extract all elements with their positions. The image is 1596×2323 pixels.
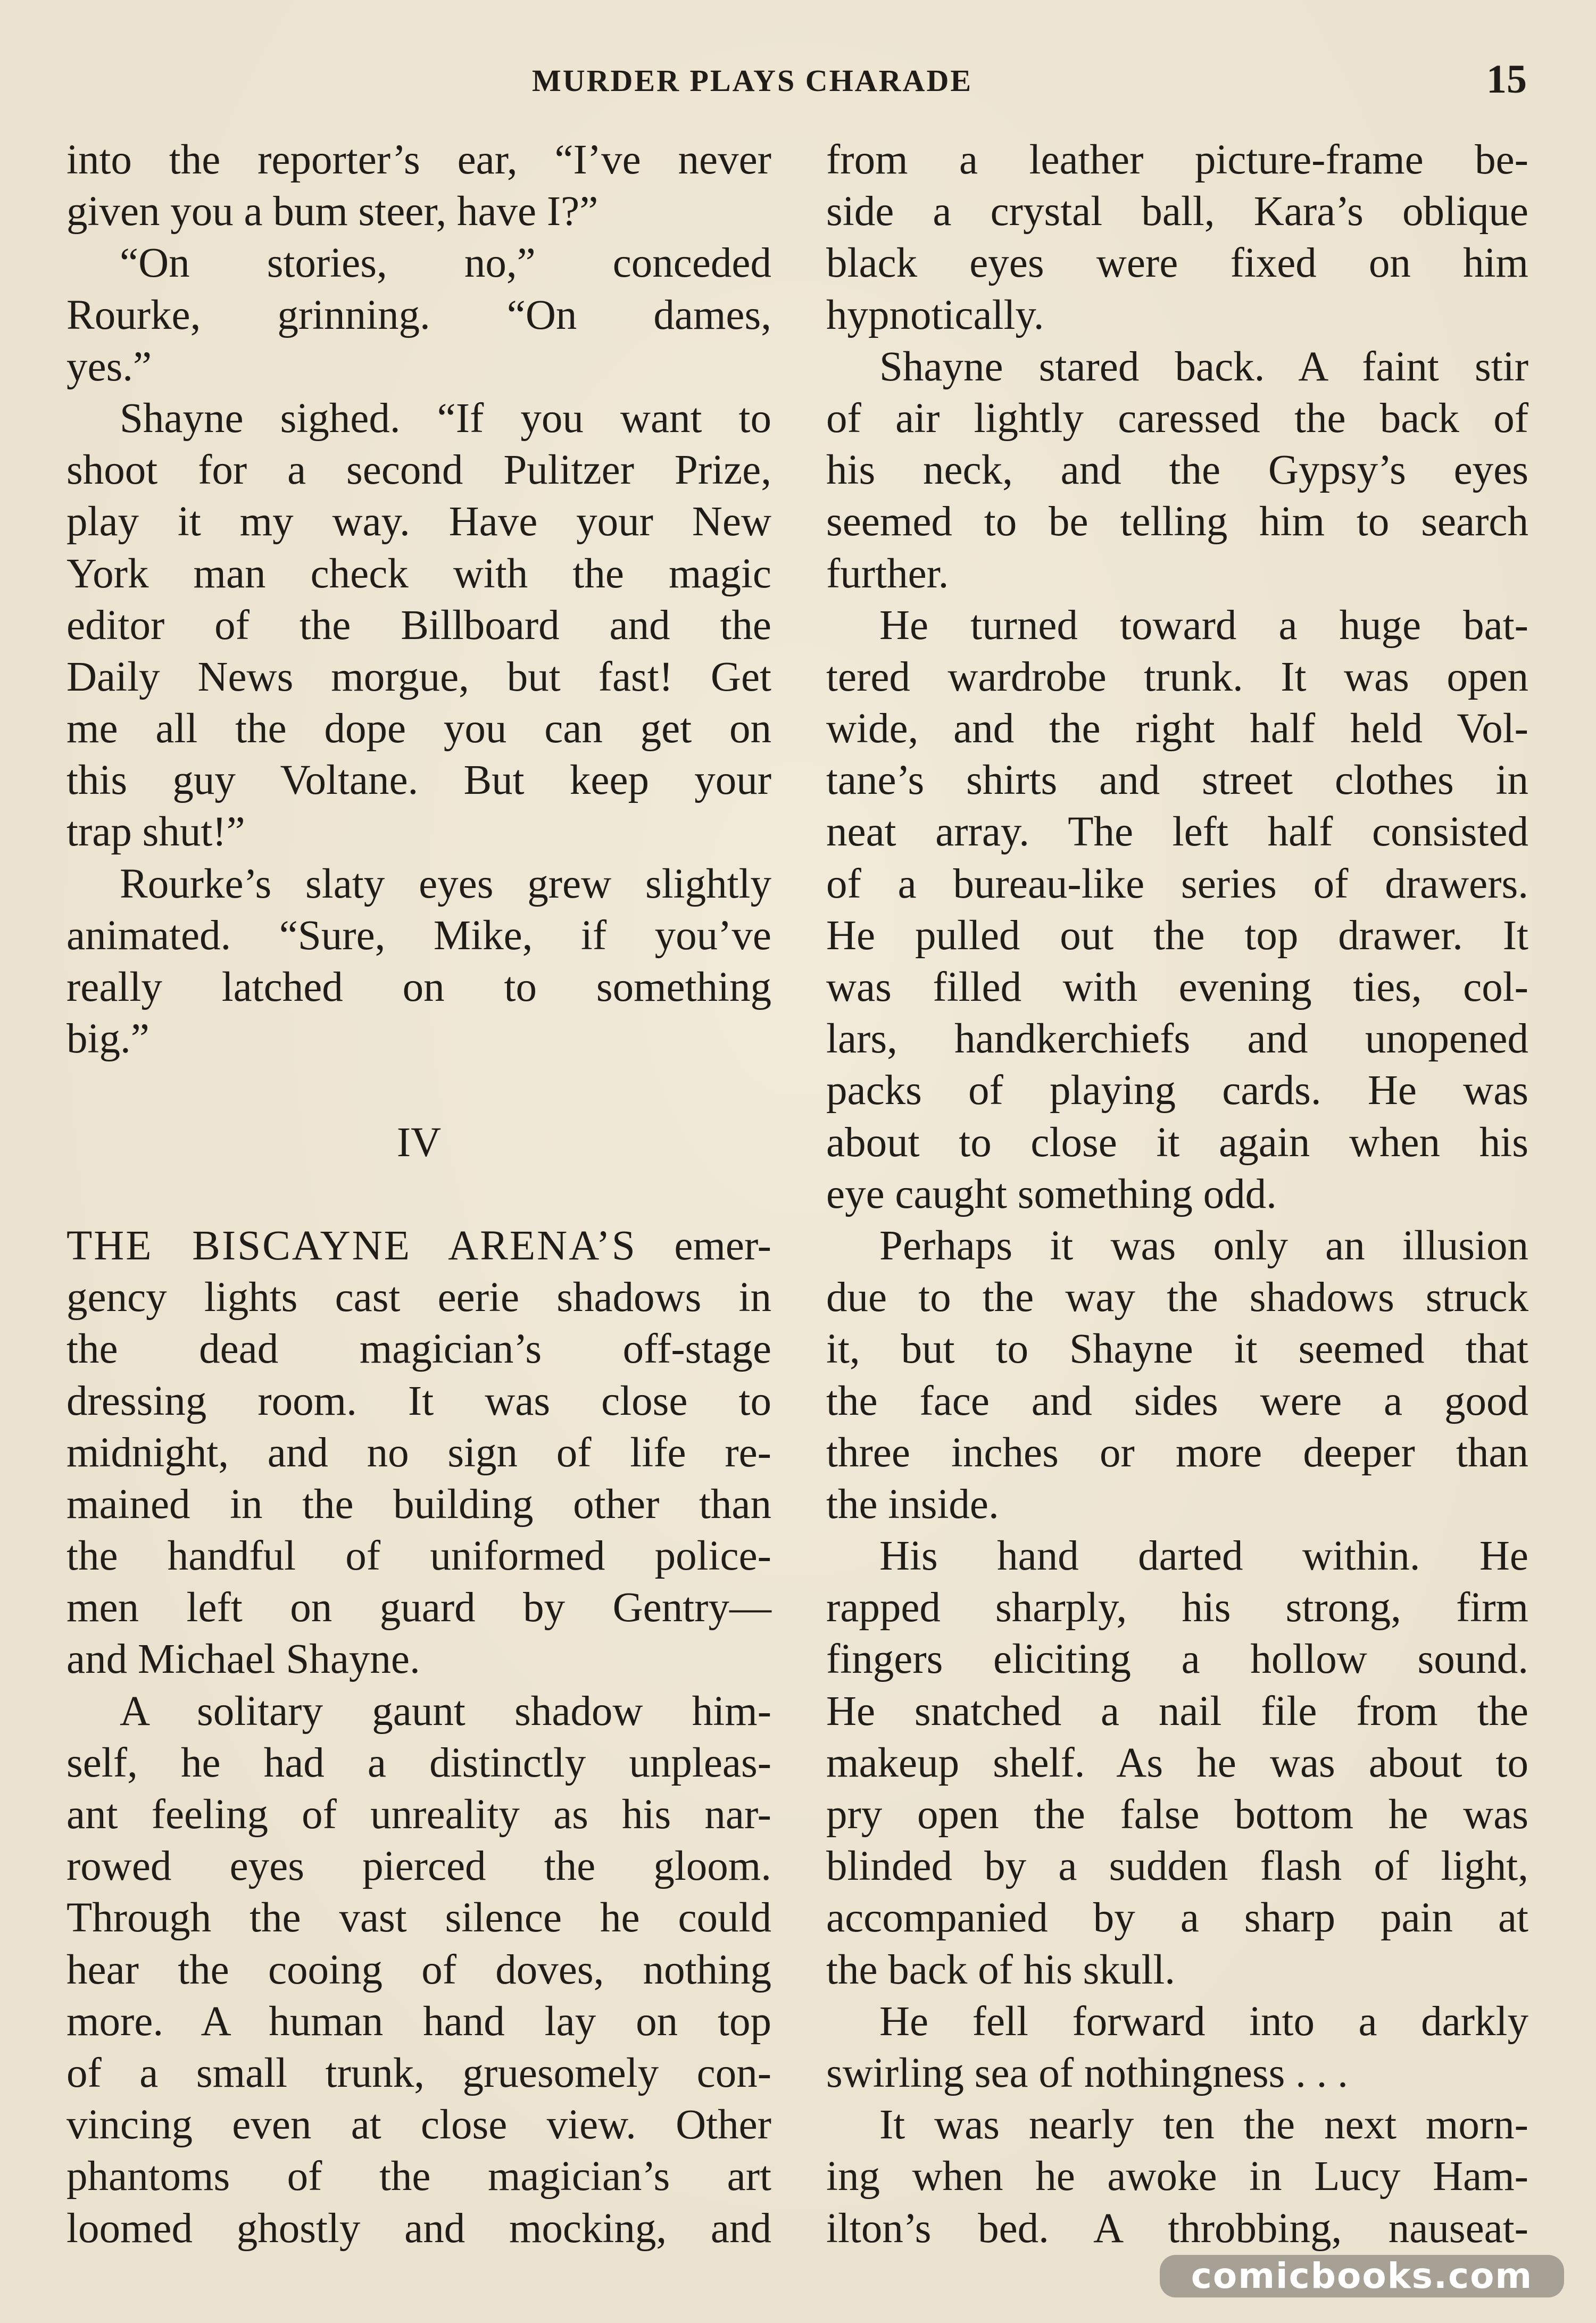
left-text-line: and Michael Shayne. <box>66 1636 420 1683</box>
left-text-line: of a small trunk, gruesomely con- <box>66 2050 771 2096</box>
left-text-line <box>66 1065 771 1116</box>
left-text-line: big.” <box>66 1016 149 1063</box>
left-text-line: more. A human hand lay on top <box>66 1998 771 2045</box>
left-text-line: into the reporter’s ear, “I’ve never <box>66 137 771 183</box>
left-text-line: Daily News morgue, but fast! Get <box>66 653 771 700</box>
right-text-line: fingers eliciting a hollow sound. <box>826 1636 1528 1683</box>
left-text-line: York man check with the magic <box>66 550 771 597</box>
left-text-line: “On stories, no,” conceded <box>120 240 771 287</box>
right-text-line: eye caught something odd. <box>826 1171 1277 1217</box>
left-text-line <box>66 1220 771 1272</box>
left-text-line: dressing room. It was close to <box>66 1378 771 1424</box>
right-text-line: side a crystal ball, Kara’s oblique <box>826 188 1528 235</box>
running-head <box>0 57 1596 116</box>
left-text-line: animated. “Sure, Mike, if you’ve <box>66 912 771 959</box>
left-text-line: loomed ghostly and mocking, and <box>66 2205 771 2252</box>
right-text-line: ing when he awoke in Lucy Ham- <box>826 2153 1528 2200</box>
right-text-line: three inches or more deeper than <box>826 1429 1528 1476</box>
right-text-line: from a leather picture-frame be- <box>826 137 1528 183</box>
left-text-line: Through the vast silence he could <box>66 1895 771 1942</box>
right-text-line: Perhaps it was only an illusion <box>879 1222 1528 1269</box>
left-text-line: the handful of uniformed police- <box>66 1533 771 1580</box>
right-text-line: tered wardrobe trunk. It was open <box>826 653 1528 700</box>
right-text-line: swirling sea of nothingness . . . <box>826 2050 1348 2096</box>
left-text-line: trap shut!” <box>66 809 245 856</box>
right-text-line: lars, handkerchiefs and unopened <box>826 1016 1528 1063</box>
right-text-line: blinded by a sudden flash of light, <box>826 1843 1528 1890</box>
right-text-line: He turned toward a huge bat- <box>879 602 1528 649</box>
left-text-line: yes.” <box>66 343 152 390</box>
left-text-line: this guy Voltane. But keep your <box>66 757 771 804</box>
left-text-line: editor of the Billboard and the <box>66 602 771 649</box>
right-text-line: hypnotically. <box>826 292 1044 338</box>
left-text-column <box>66 134 771 2254</box>
right-text-line: the face and sides were a good <box>826 1378 1528 1424</box>
right-text-line: pry open the false bottom he was <box>826 1791 1528 1838</box>
left-text-line: the dead magician’s off-stage <box>66 1326 771 1373</box>
left-text-line: midnight, and no sign of life re- <box>66 1429 771 1476</box>
left-text-line: phantoms of the magician’s art <box>66 2153 771 2200</box>
right-text-line: neat array. The left half consisted <box>826 809 1528 856</box>
left-text-line: rowed eyes pierced the gloom. <box>66 1843 771 1890</box>
left-text-line: me all the dope you can get on <box>66 706 771 752</box>
right-text-line: makeup shelf. As he was about to <box>826 1739 1528 1786</box>
right-text-line: It was nearly ten the next morn- <box>879 2102 1528 2148</box>
left-text-line: ant feeling of unreality as his nar- <box>66 1791 771 1838</box>
left-text-line: vincing even at close view. Other <box>66 2102 771 2148</box>
left-text-line: men left on guard by Gentry— <box>66 1584 771 1631</box>
right-text-line: black eyes were fixed on him <box>826 240 1528 287</box>
right-text-line: further. <box>826 550 949 597</box>
running-title: MURDER PLAYS CHARADE <box>532 63 973 98</box>
left-text-line: Shayne sighed. “If you want to <box>120 395 771 442</box>
right-text-line: it, but to Shayne it seemed that <box>826 1326 1528 1373</box>
left-text-line: really latched on to something <box>66 964 771 1010</box>
right-text-line: ilton’s bed. A throbbing, nauseat- <box>826 2205 1528 2252</box>
right-text-line: accompanied by a sharp pain at <box>826 1895 1528 1942</box>
right-text-line: the back of his skull. <box>826 1946 1176 1993</box>
left-text-line: given you a bum steer, have I?” <box>66 188 598 235</box>
right-text-line: seemed to be telling him to search <box>826 499 1528 545</box>
right-text-line: of a bureau-like series of drawers. <box>826 860 1528 907</box>
right-text-line: He pulled out the top drawer. It <box>826 912 1528 959</box>
lead-rest: emer- <box>674 1222 771 1269</box>
left-text-line: mained in the building other than <box>66 1481 771 1528</box>
right-text-line: was filled with evening ties, col- <box>826 964 1528 1010</box>
right-text-line: His hand darted within. He <box>879 1533 1528 1580</box>
left-text-line: Rourke, grinning. “On dames, <box>66 292 771 338</box>
lead-smallcaps: THE BISCAYNE ARENA’S <box>66 1222 637 1269</box>
page-number: 15 <box>1486 57 1527 102</box>
right-text-line: Shayne stared back. A faint stir <box>879 343 1528 390</box>
right-text-line: the inside. <box>826 1481 999 1528</box>
left-text-line: Rourke’s slaty eyes grew slightly <box>120 860 771 907</box>
left-text-line: shoot for a second Pulitzer Prize, <box>66 447 771 494</box>
right-text-line: tane’s shirts and street clothes in <box>826 757 1528 804</box>
right-text-line: wide, and the right half held Vol- <box>826 706 1528 752</box>
chapter-heading: IV <box>396 1119 442 1166</box>
watermark-logo: comicbooks.com <box>1160 2255 1564 2297</box>
right-text-line: He snatched a nail file from the <box>826 1688 1528 1735</box>
right-text-line: about to close it again when his <box>826 1119 1528 1166</box>
right-text-line: of air lightly caressed the back of <box>826 395 1528 442</box>
right-text-line: due to the way the shadows struck <box>826 1274 1528 1321</box>
left-text-line: gency lights cast eerie shadows in <box>66 1274 771 1321</box>
left-text-line: hear the cooing of doves, nothing <box>66 1946 771 1993</box>
right-text-column <box>826 134 1528 2254</box>
left-text-line: play it my way. Have your New <box>66 499 771 545</box>
right-text-line: his neck, and the Gypsy’s eyes <box>826 447 1528 494</box>
left-text-line: A solitary gaunt shadow him- <box>120 1688 771 1735</box>
right-text-line: rapped sharply, his strong, firm <box>826 1584 1528 1631</box>
left-text-line <box>66 1168 771 1220</box>
left-text-line: self, he had a distinctly unpleas- <box>66 1739 771 1786</box>
right-text-line: He fell forward into a darkly <box>879 1998 1528 2045</box>
right-text-line: packs of playing cards. He was <box>826 1067 1528 1114</box>
